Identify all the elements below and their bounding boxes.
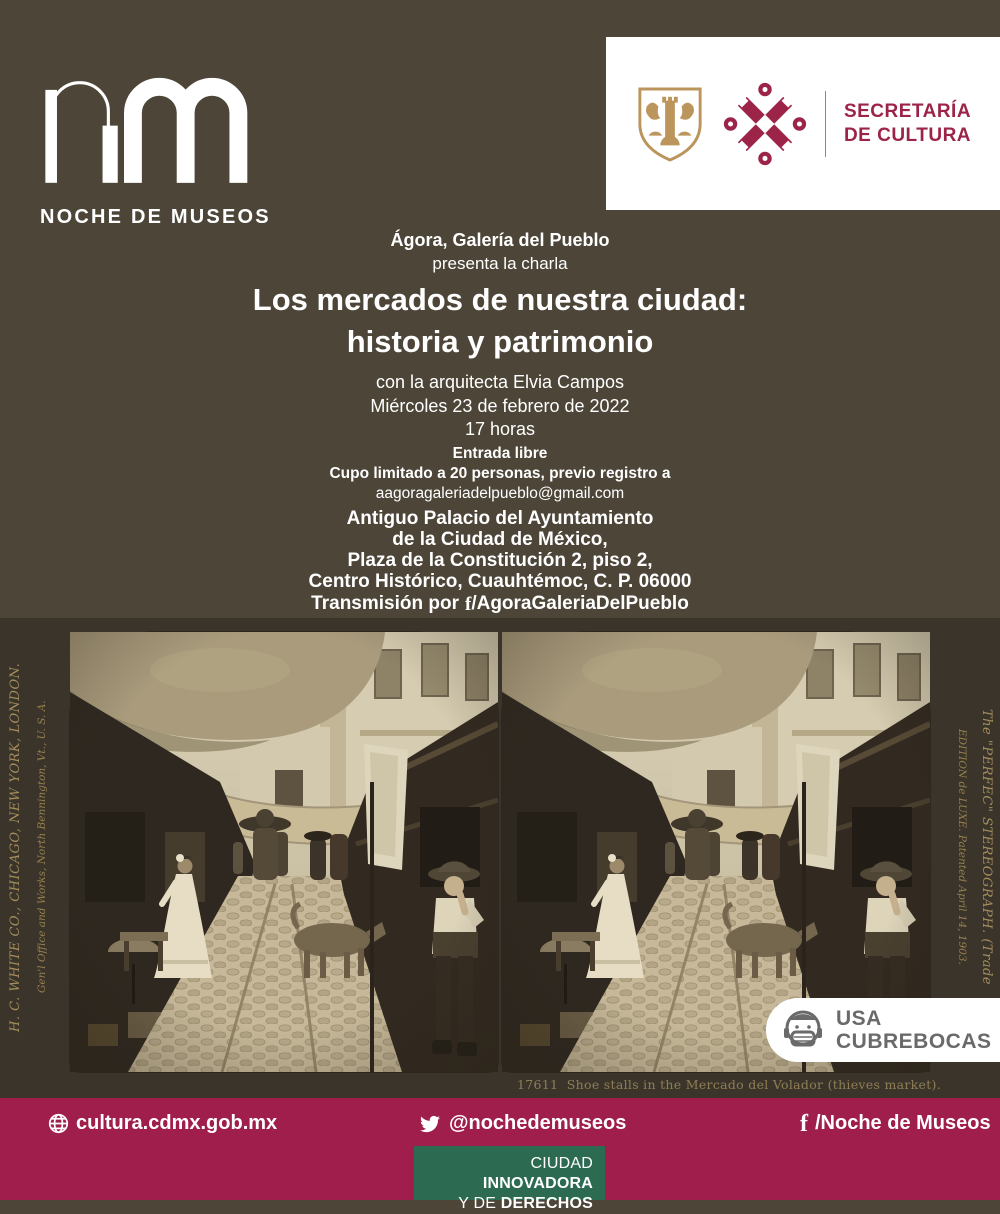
footer-bar: [0, 1098, 1000, 1212]
stereograph-caption: 17611 Shoe stalls in the Mercado del Volador (thieves market).: [516, 1077, 941, 1092]
venue-address: Antiguo Palacio del Ayuntamiento de la Ciudad de México, Plaza de la Constitución 2, piso 2, Centro Histórico, Cuauhtémoc, C. P. 06000: [308, 508, 692, 592]
admission: Entrada libre: [452, 445, 548, 462]
cdmx-shield-icon: [635, 84, 705, 164]
footer-twitter[interactable]: [418, 1112, 626, 1135]
event-date: Miércoles 23 de febrero de 2022: [370, 396, 630, 416]
badge-text: USA CUBREBOCAS: [836, 1007, 992, 1053]
nm-logo-icon: [40, 50, 250, 195]
noche-de-museos-wordmark: NOCHE DE MUSEOS: [40, 206, 271, 228]
noche-de-museos-logo: [40, 50, 270, 229]
usa-cubrebocas-badge: [766, 998, 1000, 1062]
event-time: 17 horas: [464, 419, 536, 439]
stereo-edge-trademark: The "PERFEC" STEREOGRAPH. (Trade: [979, 708, 994, 986]
transmission-handle[interactable]: /AgoraGaleriaDelPueblo: [471, 593, 689, 614]
facebook-handle: /Noche de Museos: [815, 1112, 991, 1134]
facebook-icon: f: [464, 594, 472, 615]
twitter-icon: [418, 1114, 442, 1134]
stereograph-photo-left: [70, 632, 498, 1072]
event-details: [0, 230, 1000, 592]
stereo-edge-publisher: H. C. WHITE CO., CHICAGO, NEW YORK, LONDON.: [8, 662, 23, 1032]
government-logos-panel: [606, 37, 1000, 210]
footer-facebook[interactable]: [800, 1112, 991, 1135]
globe-icon: [48, 1113, 69, 1134]
organizer: Ágora, Galería del Pueblo: [390, 230, 610, 250]
facebook-icon: f: [800, 1110, 808, 1137]
capacity-note: Cupo limitado a 20 personas, previo registro a: [329, 465, 671, 482]
cdmx-knot-icon: [723, 82, 807, 166]
secretaria-de-cultura-label: SECRETARÍA DE CULTURA: [843, 100, 972, 146]
footer-website[interactable]: [48, 1112, 277, 1135]
ciudad-innovadora-box: CIUDAD INNOVADORA Y DE DERECHOS: [414, 1146, 605, 1200]
speaker: con la arquitecta Elvia Campos: [375, 372, 625, 392]
stereo-edge-office: Gen'l Office and Works, North Bennington, Vt., U. S. A.: [36, 700, 48, 994]
divider: [825, 91, 826, 157]
twitter-handle: @nochedemuseos: [449, 1112, 627, 1134]
website-label: cultura.cdmx.gob.mx: [76, 1112, 278, 1134]
event-title: Los mercados de nuestra ciudad: historia y patrimonio: [252, 282, 748, 359]
face-mask-icon: [780, 1006, 826, 1054]
transmission-line: Transmisión por f/AgoraGaleriaDelPueblo: [311, 593, 689, 615]
presents-label: presenta la charla: [432, 254, 568, 273]
market-photo-left: [70, 632, 498, 1072]
registration-email[interactable]: aagoragaleriadelpueblo@gmail.com: [375, 485, 625, 502]
stereo-edge-edition: EDITION de LUXE. Patented April 14, 1903.: [956, 729, 968, 965]
